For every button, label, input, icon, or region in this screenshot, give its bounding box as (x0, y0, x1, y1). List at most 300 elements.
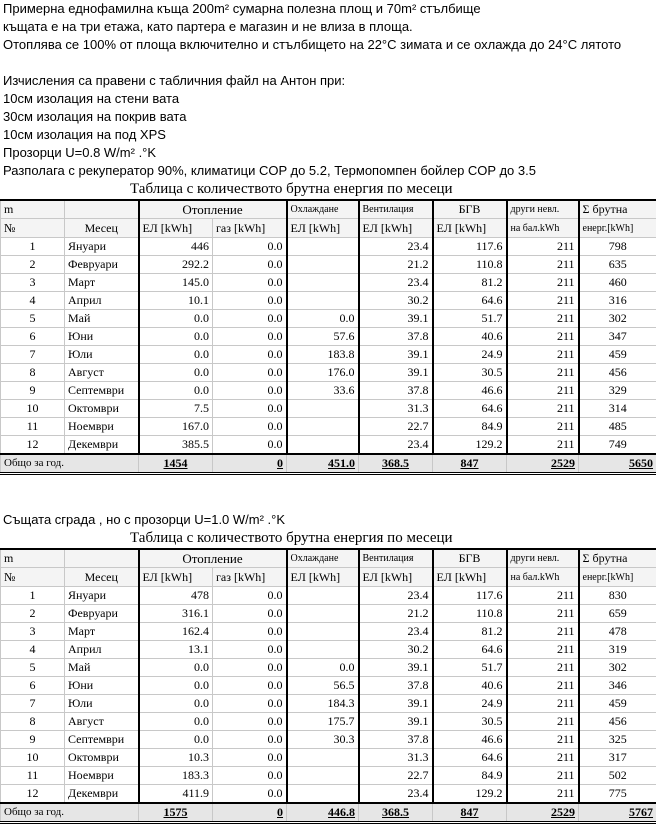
header-num: № (1, 568, 65, 587)
cell-num: 12 (1, 785, 65, 804)
cell-heat-el: 0.0 (139, 328, 213, 346)
header-num: № (1, 219, 65, 238)
cell-num: 5 (1, 310, 65, 328)
cell-month: Септември (65, 731, 139, 749)
cell-other: 211 (507, 400, 579, 418)
cell-heat-gas: 0.0 (213, 256, 287, 274)
cell-heat-gas: 0.0 (213, 382, 287, 400)
cell-month: Януари (65, 587, 139, 605)
cell-bgv-el: 24.9 (433, 695, 507, 713)
cell-bgv-el: 117.6 (433, 238, 507, 256)
cell-vent-el: 23.4 (359, 587, 433, 605)
cell-heat-el: 0.0 (139, 731, 213, 749)
header-sum-2: енерг.[kWh] (579, 219, 656, 238)
header-heat-gas: газ [kWh] (213, 568, 287, 587)
table-row (1, 731, 656, 749)
cell-bgv-el: 117.6 (433, 587, 507, 605)
total-cool: 451.0 (287, 454, 359, 474)
cell-heat-gas: 0.0 (213, 418, 287, 436)
cell-vent-el: 30.2 (359, 641, 433, 659)
cell-sum: 659 (579, 605, 656, 623)
table-row (1, 767, 656, 785)
cell-cool-el: 184.3 (287, 695, 359, 713)
intro-line: Прозорци U=0.8 W/m² .°K (3, 145, 157, 160)
cell-vent-el: 31.3 (359, 400, 433, 418)
cell-vent-el: 21.2 (359, 605, 433, 623)
header-m: m (1, 549, 65, 568)
table-row (1, 713, 656, 731)
cell-num: 7 (1, 695, 65, 713)
intro-text (0, 0, 656, 180)
table-row (1, 587, 656, 605)
cell-other: 211 (507, 785, 579, 804)
cell-vent-el: 37.8 (359, 328, 433, 346)
cell-heat-el: 162.4 (139, 623, 213, 641)
cell-sum: 635 (579, 256, 656, 274)
cell-heat-el: 446 (139, 238, 213, 256)
cell-vent-el: 39.1 (359, 713, 433, 731)
table-row (1, 436, 656, 455)
header-cooling: Охлаждане (287, 200, 359, 219)
cell-bgv-el: 30.5 (433, 364, 507, 382)
cell-vent-el: 39.1 (359, 346, 433, 364)
cell-num: 2 (1, 605, 65, 623)
cell-heat-gas: 0.0 (213, 364, 287, 382)
cell-cool-el: 0.0 (287, 310, 359, 328)
cell-vent-el: 37.8 (359, 731, 433, 749)
cell-sum: 329 (579, 382, 656, 400)
cell-cool-el (287, 292, 359, 310)
cell-month: Март (65, 623, 139, 641)
cell-sum: 478 (579, 623, 656, 641)
table-row (1, 605, 656, 623)
cell-heat-gas: 0.0 (213, 328, 287, 346)
total-bgv: 847 (433, 803, 507, 823)
spacer (0, 475, 656, 511)
cell-bgv-el: 81.2 (433, 274, 507, 292)
cell-month: Март (65, 274, 139, 292)
cell-sum: 485 (579, 418, 656, 436)
cell-bgv-el: 64.6 (433, 749, 507, 767)
cell-month: Октомври (65, 749, 139, 767)
intro-line: Разполага с рекуператор 90%, климатици COP до 5.2, Термопомпен бойлер COP до 3.5 (3, 163, 536, 178)
cell-heat-gas: 0.0 (213, 731, 287, 749)
cell-num: 10 (1, 749, 65, 767)
cell-month: Декември (65, 785, 139, 804)
header-heating: Отопление (139, 549, 287, 568)
header-cool-el: ЕЛ [kWh] (287, 568, 359, 587)
header-heat-gas: газ [kWh] (213, 219, 287, 238)
intro-line (3, 54, 656, 72)
cell-bgv-el: 30.5 (433, 713, 507, 731)
cell-num: 12 (1, 436, 65, 455)
cell-num: 3 (1, 623, 65, 641)
cell-cool-el: 176.0 (287, 364, 359, 382)
header-m: m (1, 200, 65, 219)
header-bgv-el: ЕЛ [kWh] (433, 219, 507, 238)
cell-heat-gas: 0.0 (213, 436, 287, 455)
energy-table-2 (0, 548, 656, 824)
table-row (1, 749, 656, 767)
cell-heat-gas: 0.0 (213, 641, 287, 659)
table1-caption: Таблица с количеството брутна енергия по месеци (130, 181, 453, 197)
cell-bgv-el: 46.6 (433, 382, 507, 400)
cell-heat-gas: 0.0 (213, 400, 287, 418)
cell-cool-el (287, 587, 359, 605)
cell-heat-gas: 0.0 (213, 346, 287, 364)
cell-month: Май (65, 310, 139, 328)
cell-bgv-el: 81.2 (433, 623, 507, 641)
cell-heat-el: 167.0 (139, 418, 213, 436)
cell-cool-el: 56.5 (287, 677, 359, 695)
header-other: други невл. (507, 200, 579, 219)
cell-vent-el: 22.7 (359, 418, 433, 436)
energy-table-1 (0, 199, 656, 475)
table-row (1, 400, 656, 418)
table-row (1, 418, 656, 436)
cell-vent-el: 39.1 (359, 659, 433, 677)
cell-num: 2 (1, 256, 65, 274)
cell-vent-el: 39.1 (359, 310, 433, 328)
header-heat-el: ЕЛ [kWh] (139, 568, 213, 587)
cell-other: 211 (507, 641, 579, 659)
header-vent-el: ЕЛ [kWh] (359, 568, 433, 587)
cell-cool-el (287, 623, 359, 641)
cell-sum: 346 (579, 677, 656, 695)
cell-num: 9 (1, 382, 65, 400)
cell-other: 211 (507, 382, 579, 400)
table-row (1, 328, 656, 346)
cell-heat-el: 183.3 (139, 767, 213, 785)
cell-heat-gas: 0.0 (213, 623, 287, 641)
table-row (1, 238, 656, 256)
cell-sum: 798 (579, 238, 656, 256)
cell-num: 9 (1, 731, 65, 749)
cell-month: Юли (65, 695, 139, 713)
table-row (1, 292, 656, 310)
table-row (1, 641, 656, 659)
cell-num: 11 (1, 418, 65, 436)
cell-num: 10 (1, 400, 65, 418)
header-other: други невл. (507, 549, 579, 568)
cell-other: 211 (507, 695, 579, 713)
cell-bgv-el: 129.2 (433, 436, 507, 455)
cell-heat-el: 10.3 (139, 749, 213, 767)
cell-cool-el: 175.7 (287, 713, 359, 731)
cell-heat-gas: 0.0 (213, 767, 287, 785)
intro-line: Отоплява се 100% от площа включително и стълбището на 22°С зимата и се охлажда до 24°С лятото (3, 37, 622, 52)
cell-month: Юни (65, 328, 139, 346)
total-row (1, 454, 656, 474)
header-ventilation: Вентилация (359, 200, 433, 219)
cell-sum: 460 (579, 274, 656, 292)
cell-bgv-el: 40.6 (433, 677, 507, 695)
cell-bgv-el: 46.6 (433, 731, 507, 749)
cell-cool-el (287, 400, 359, 418)
cell-bgv-el: 51.7 (433, 659, 507, 677)
total-heat-gas: 0 (213, 803, 287, 823)
cell-heat-gas: 0.0 (213, 785, 287, 804)
cell-sum: 314 (579, 400, 656, 418)
cell-month: Април (65, 292, 139, 310)
total-row (1, 803, 656, 823)
cell-month: Ноември (65, 767, 139, 785)
total-vent: 368.5 (359, 454, 433, 474)
cell-other: 211 (507, 364, 579, 382)
cell-heat-el: 316.1 (139, 605, 213, 623)
cell-num: 4 (1, 641, 65, 659)
total-vent: 368.5 (359, 803, 433, 823)
cell-sum: 749 (579, 436, 656, 455)
cell-heat-gas: 0.0 (213, 292, 287, 310)
total-bgv: 847 (433, 454, 507, 474)
table-row (1, 256, 656, 274)
cell-num: 6 (1, 328, 65, 346)
cell-bgv-el: 110.8 (433, 256, 507, 274)
cell-num: 7 (1, 346, 65, 364)
cell-vent-el: 30.2 (359, 292, 433, 310)
cell-heat-gas: 0.0 (213, 695, 287, 713)
cell-sum: 325 (579, 731, 656, 749)
cell-month: Февруари (65, 256, 139, 274)
total-sum: 5650 (579, 454, 656, 474)
cell-cool-el (287, 767, 359, 785)
cell-month: Януари (65, 238, 139, 256)
cell-heat-gas: 0.0 (213, 274, 287, 292)
header-month: Месец (65, 568, 139, 587)
cell-num: 8 (1, 713, 65, 731)
cell-other: 211 (507, 659, 579, 677)
cell-month: Август (65, 364, 139, 382)
cell-heat-el: 0.0 (139, 659, 213, 677)
cell-cool-el (287, 641, 359, 659)
cell-other: 211 (507, 605, 579, 623)
cell-vent-el: 39.1 (359, 364, 433, 382)
cell-num: 5 (1, 659, 65, 677)
header-heating: Отопление (139, 200, 287, 219)
cell-heat-gas: 0.0 (213, 713, 287, 731)
cell-num: 4 (1, 292, 65, 310)
cell-cool-el: 57.6 (287, 328, 359, 346)
cell-other: 211 (507, 292, 579, 310)
cell-cool-el: 30.3 (287, 731, 359, 749)
cell-cool-el (287, 256, 359, 274)
header-bgv: БГВ (433, 549, 507, 568)
cell-bgv-el: 84.9 (433, 418, 507, 436)
cell-month: Август (65, 713, 139, 731)
intro-line: 10см изолация на стени вата (3, 91, 180, 106)
intro-line: 30см изолация на покрив вата (3, 109, 187, 124)
cell-vent-el: 23.4 (359, 436, 433, 455)
total-heat-el: 1575 (139, 803, 213, 823)
cell-bgv-el: 24.9 (433, 346, 507, 364)
cell-num: 1 (1, 587, 65, 605)
cell-heat-gas: 0.0 (213, 238, 287, 256)
cell-heat-el: 411.9 (139, 785, 213, 804)
cell-other: 211 (507, 436, 579, 455)
cell-vent-el: 23.4 (359, 238, 433, 256)
cell-sum: 459 (579, 695, 656, 713)
cell-vent-el: 22.7 (359, 767, 433, 785)
cell-cool-el (287, 749, 359, 767)
header-bgv: БГВ (433, 200, 507, 219)
total-heat-gas: 0 (213, 454, 287, 474)
cell-heat-el: 145.0 (139, 274, 213, 292)
cell-heat-el: 7.5 (139, 400, 213, 418)
cell-heat-el: 0.0 (139, 310, 213, 328)
cell-sum: 456 (579, 364, 656, 382)
cell-month: Юли (65, 346, 139, 364)
cell-month: Септември (65, 382, 139, 400)
cell-num: 6 (1, 677, 65, 695)
cell-vent-el: 37.8 (359, 382, 433, 400)
table-row (1, 695, 656, 713)
cell-num: 11 (1, 767, 65, 785)
cell-month: Ноември (65, 418, 139, 436)
table-row (1, 677, 656, 695)
cell-heat-el: 0.0 (139, 382, 213, 400)
total-label: Общо за год. (1, 454, 139, 474)
cell-month: Декември (65, 436, 139, 455)
cell-cool-el (287, 605, 359, 623)
table-row (1, 346, 656, 364)
cell-other: 211 (507, 238, 579, 256)
total-cool: 446.8 (287, 803, 359, 823)
cell-sum: 456 (579, 713, 656, 731)
cell-cool-el (287, 785, 359, 804)
table-row (1, 274, 656, 292)
cell-sum: 317 (579, 749, 656, 767)
cell-vent-el: 37.8 (359, 677, 433, 695)
intro-line: Примерна еднофамилна къща 200m² сумарна полезна площ и 70m² стълбище (3, 1, 481, 16)
header-sum: Σ брутна (579, 549, 656, 568)
cell-heat-el: 0.0 (139, 677, 213, 695)
cell-cool-el: 183.8 (287, 346, 359, 364)
cell-month: Юни (65, 677, 139, 695)
cell-heat-gas: 0.0 (213, 605, 287, 623)
cell-heat-el: 13.1 (139, 641, 213, 659)
cell-bgv-el: 129.2 (433, 785, 507, 804)
cell-other: 211 (507, 587, 579, 605)
cell-num: 3 (1, 274, 65, 292)
cell-sum: 830 (579, 587, 656, 605)
cell-heat-el: 0.0 (139, 346, 213, 364)
cell-vent-el: 21.2 (359, 256, 433, 274)
cell-vent-el: 39.1 (359, 695, 433, 713)
cell-heat-el: 10.1 (139, 292, 213, 310)
cell-other: 211 (507, 310, 579, 328)
cell-heat-gas: 0.0 (213, 677, 287, 695)
intro-line: къщата е на три етажа, като партера е магазин и не влиза в площа. (3, 19, 413, 34)
cell-other: 211 (507, 328, 579, 346)
header-other-2: на бал.kWh (507, 568, 579, 587)
header-other-2: на бал.kWh (507, 219, 579, 238)
cell-other: 211 (507, 749, 579, 767)
cell-bgv-el: 64.6 (433, 400, 507, 418)
cell-heat-gas: 0.0 (213, 749, 287, 767)
cell-other: 211 (507, 274, 579, 292)
cell-sum: 302 (579, 310, 656, 328)
cell-vent-el: 23.4 (359, 785, 433, 804)
header-ventilation: Вентилация (359, 549, 433, 568)
header-sum-2: енерг.[kWh] (579, 568, 656, 587)
cell-vent-el: 31.3 (359, 749, 433, 767)
total-other: 2529 (507, 803, 579, 823)
cell-num: 1 (1, 238, 65, 256)
cell-month: Май (65, 659, 139, 677)
cell-heat-el: 478 (139, 587, 213, 605)
table-row (1, 623, 656, 641)
table-row (1, 659, 656, 677)
intro-line: 10см изолация на под XPS (3, 127, 166, 142)
cell-sum: 459 (579, 346, 656, 364)
cell-bgv-el: 64.6 (433, 292, 507, 310)
cell-heat-el: 0.0 (139, 695, 213, 713)
intro-line: Изчисления са правени с табличния файл на Антон при: (3, 73, 346, 88)
cell-other: 211 (507, 418, 579, 436)
header-cooling: Охлаждане (287, 549, 359, 568)
cell-heat-el: 385.5 (139, 436, 213, 455)
header-cool-el: ЕЛ [kWh] (287, 219, 359, 238)
table2-note: Същата сграда , но с прозорци U=1.0 W/m² .°K (3, 512, 286, 527)
total-sum: 5767 (579, 803, 656, 823)
cell-vent-el: 23.4 (359, 623, 433, 641)
cell-other: 211 (507, 256, 579, 274)
cell-bgv-el: 64.6 (433, 641, 507, 659)
cell-other: 211 (507, 731, 579, 749)
cell-num: 8 (1, 364, 65, 382)
header-sum: Σ брутна (579, 200, 656, 219)
header-vent-el: ЕЛ [kWh] (359, 219, 433, 238)
cell-bgv-el: 40.6 (433, 328, 507, 346)
table-row (1, 785, 656, 804)
cell-cool-el (287, 436, 359, 455)
cell-heat-gas: 0.0 (213, 659, 287, 677)
cell-other: 211 (507, 677, 579, 695)
cell-other: 211 (507, 713, 579, 731)
cell-sum: 316 (579, 292, 656, 310)
cell-heat-el: 0.0 (139, 713, 213, 731)
cell-cool-el (287, 418, 359, 436)
cell-cool-el: 33.6 (287, 382, 359, 400)
table-row (1, 382, 656, 400)
table2-caption: Таблица с количеството брутна енергия по месеци (130, 530, 453, 546)
cell-sum: 347 (579, 328, 656, 346)
cell-heat-gas: 0.0 (213, 310, 287, 328)
cell-heat-gas: 0.0 (213, 587, 287, 605)
cell-cool-el: 0.0 (287, 659, 359, 677)
cell-cool-el (287, 238, 359, 256)
cell-month: Февруари (65, 605, 139, 623)
cell-vent-el: 23.4 (359, 274, 433, 292)
header-month: Месец (65, 219, 139, 238)
cell-cool-el (287, 274, 359, 292)
cell-heat-el: 292.2 (139, 256, 213, 274)
total-label: Общо за год. (1, 803, 139, 823)
table-row (1, 364, 656, 382)
cell-bgv-el: 84.9 (433, 767, 507, 785)
header-heat-el: ЕЛ [kWh] (139, 219, 213, 238)
table-row (1, 310, 656, 328)
cell-sum: 302 (579, 659, 656, 677)
cell-sum: 775 (579, 785, 656, 804)
cell-other: 211 (507, 346, 579, 364)
cell-heat-el: 0.0 (139, 364, 213, 382)
cell-sum: 502 (579, 767, 656, 785)
cell-bgv-el: 110.8 (433, 605, 507, 623)
cell-other: 211 (507, 767, 579, 785)
cell-month: Октомври (65, 400, 139, 418)
